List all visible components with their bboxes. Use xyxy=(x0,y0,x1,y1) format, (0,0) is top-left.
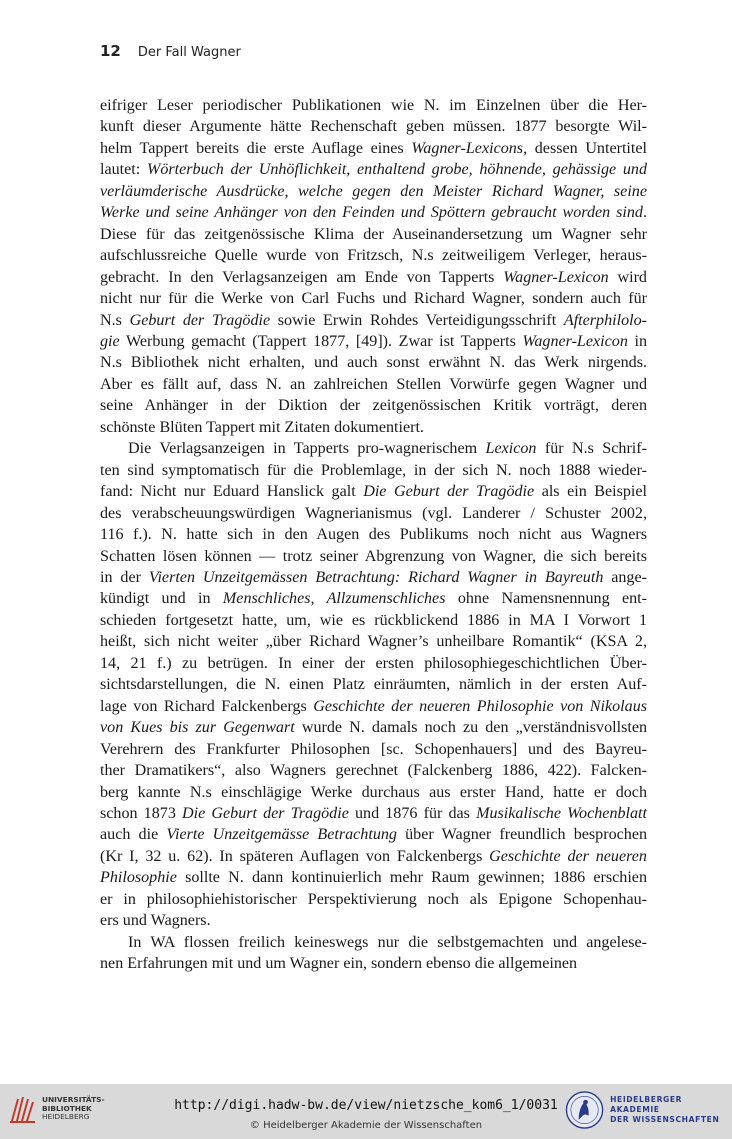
text-run: . xyxy=(642,204,647,222)
text-line xyxy=(100,417,647,438)
body-text xyxy=(100,95,647,975)
text-run: Die Verlagsanzeigen in Tapperts pro-wagnerischem xyxy=(128,440,486,458)
text-run: über Wagner freundlich besprochen xyxy=(396,826,648,844)
italic-title: verläumderische Ausdrücke, welche gegen den Meister Richard Wagner, seine xyxy=(100,182,647,200)
italic-title: Musikalische Wochenblatt xyxy=(476,804,647,822)
text-run: seine Anhänger in der Diktion der zeitgenössischen Kritik vorträgt, deren xyxy=(100,397,647,415)
text-line xyxy=(100,481,647,502)
text-line xyxy=(100,653,647,674)
text-run: als ein Beispiel xyxy=(534,483,648,501)
text-line xyxy=(100,267,647,288)
academy-name xyxy=(610,1095,732,1125)
text-line xyxy=(100,374,647,395)
text-run: Verehrern des Frankfurter Philosophen [sc. Schopenhauers] und des Bayreu- xyxy=(100,740,647,758)
text-run: nen Erfahrungen mit und um Wagner ein, sondern ebenso die allgemeinen xyxy=(100,955,578,973)
text-line xyxy=(100,696,647,717)
text-line xyxy=(100,352,647,373)
text-line xyxy=(100,910,647,931)
text-run: aufschlussreiche Quelle wurde von Fritzsch, N.s zeitweiligem Verleger, heraus- xyxy=(100,247,647,265)
italic-title: Wörterbuch der Unhöflichkeit, enthaltend grobe, höhnende, gehässige und xyxy=(146,161,647,179)
italic-title: Geburt der Tragödie xyxy=(129,311,271,329)
text-run: sollte N. dann kontinuierlich mehr Raum gewinnen; 1886 erschien xyxy=(176,869,647,887)
text-line xyxy=(100,782,647,803)
text-run: heißt, sich nicht weiter „über Richard Wagner’s unheilbare Romantik“ (KSA 2, xyxy=(100,633,647,651)
text-line xyxy=(100,846,647,867)
text-line xyxy=(100,310,647,331)
italic-title: gie xyxy=(100,332,120,350)
text-line xyxy=(100,181,647,202)
italic-title: Die Geburt der Tragödie xyxy=(182,804,349,822)
italic-title: Werke und seine Anhänger von den Feinden und Spöttern gebraucht worden sind xyxy=(100,204,643,222)
text-line xyxy=(100,438,647,459)
text-run: ten sind symptomatisch für die Problemlage, in der sich N. noch 1888 wieder- xyxy=(100,461,647,479)
text-run: kunft dieser Argumente hätte Rechenschaft geben müssen. 1877 besorgte Wil- xyxy=(100,118,647,136)
text-run: In WA flossen freilich keineswegs nur die selbstgemachten und angelese- xyxy=(128,933,647,951)
text-run: in xyxy=(627,332,647,350)
italic-title: Geschichte der neueren Philosophie von Nikolaus xyxy=(313,697,648,715)
paragraph-3 xyxy=(100,932,647,975)
text-run: N.s xyxy=(100,311,130,329)
text-run: , dessen Untertitel xyxy=(523,139,647,157)
text-run: Werbung gemacht (Tappert 1877, [49]). Zwar ist Tapperts xyxy=(119,332,523,350)
text-line xyxy=(100,546,647,567)
text-line xyxy=(100,288,647,309)
text-run: schieden fortgesetzt hatte, um, wie es rückblickend 1886 in MA I Vorwort 1 xyxy=(100,611,647,629)
text-line xyxy=(100,331,647,352)
italic-title: Vierten Unzeitgemässen Betrachtung: Richard Wagner in Bayreuth xyxy=(148,568,604,586)
text-line xyxy=(100,116,647,137)
academy-seal-icon xyxy=(565,1090,604,1130)
text-line xyxy=(100,395,647,416)
text-line xyxy=(100,803,647,824)
text-run: 116 f.). N. hatte sich in den Augen des Publikums noch nicht aus Wagners xyxy=(100,526,647,544)
paragraph-2 xyxy=(100,438,647,931)
italic-title: Geschichte der neueren xyxy=(489,847,647,865)
text-run: Aber es fällt auf, dass N. an zahlreichen Stellen Vorwürfe gegen Wagner und xyxy=(100,375,647,393)
text-run: schönste Blüten Tappert mit Zitaten dokumentiert. xyxy=(100,418,424,436)
text-run: wurde N. damals noch zu den „verständnisvollsten xyxy=(294,719,648,737)
text-run: Diese für das zeitgenössische Klima der Auseinandersetzung um Wagner sehr xyxy=(100,225,647,243)
text-line xyxy=(100,460,647,481)
text-line xyxy=(100,739,647,760)
text-line xyxy=(100,524,647,545)
text-line xyxy=(100,824,647,845)
text-run: ohne Namensnennung ent- xyxy=(445,590,647,608)
academy-logo[interactable] xyxy=(565,1090,732,1130)
library-name-line-2: BIBLIOTHEK xyxy=(42,1103,92,1113)
text-line xyxy=(100,138,647,159)
italic-title: Lexicon xyxy=(485,440,537,458)
text-run: nicht nur für die Werke von Carl Fuchs und Richard Wagner, sondern auch für xyxy=(100,290,647,308)
text-run: ther Dramatikers“, also Wagners gerechnet (Falckenberg 1886, 422). Falcken- xyxy=(100,762,647,780)
text-run: berg kannte N.s einschlägige Werke durchaus aus erster Hand, hatte er doch xyxy=(100,783,647,801)
text-line xyxy=(100,867,647,888)
text-run: fand: Nicht nur Eduard Hanslick galt xyxy=(100,483,364,501)
italic-title: von Kues bis zur Gegenwart xyxy=(100,719,295,737)
text-run: er in philosophiehistorischer Perspektivierung noch als Epigone Schopenhau- xyxy=(100,890,647,908)
text-line xyxy=(100,224,647,245)
text-line xyxy=(100,717,647,738)
text-run: wird xyxy=(608,268,647,286)
italic-title: Vierte Unzeitgemässe Betrachtung xyxy=(166,826,397,844)
italic-title: Afterphilolo- xyxy=(563,311,648,329)
italic-title: Menschliches, Allzumenschliches xyxy=(222,590,446,608)
text-line xyxy=(100,567,647,588)
text-run: eifriger Leser periodischer Publikationen wie N. im Einzelnen über die Her- xyxy=(100,97,647,114)
text-line xyxy=(100,610,647,631)
italic-title: Die Geburt der Tragödie xyxy=(363,483,535,501)
text-run: sowie Erwin Rohdes Verteidigungsschrift xyxy=(270,311,564,329)
text-line xyxy=(100,245,647,266)
text-run: und 1876 für das xyxy=(348,804,477,822)
italic-title: Philosophie xyxy=(100,869,177,887)
text-run: sichtsdarstellungen, die N. einen Platz einräumten, nämlich in der ersten Auf- xyxy=(100,676,647,694)
text-run: Schatten lösen können — trotz seiner Abgrenzung von Wagner, die sich bereits xyxy=(100,547,647,565)
text-run: gebracht. In den Verlagsanzeigen am Ende von Tapperts xyxy=(100,268,504,286)
library-name-line-3: HEIDELBERG xyxy=(42,1112,90,1122)
text-run: auch die xyxy=(100,826,167,844)
text-run: für N.s Schrif- xyxy=(536,440,647,458)
text-line xyxy=(100,95,647,116)
academy-name-line-2: DER WISSENSCHAFTEN xyxy=(610,1115,720,1124)
copyright-notice: © Heidelberger Akademie der Wissenschaften xyxy=(249,1120,483,1131)
text-line xyxy=(100,631,647,652)
text-line xyxy=(100,760,647,781)
italic-title: Wagner-Lexicon xyxy=(503,268,609,286)
text-run: helm Tappert bereits die erste Auflage eines xyxy=(100,139,412,157)
text-run: lautet: xyxy=(100,161,147,179)
paragraph-1 xyxy=(100,95,647,438)
text-run: des verabscheuungswürdigen Wagnerianismus (vgl. Landerer / Schuster 2002, xyxy=(100,504,647,522)
text-line xyxy=(100,503,647,524)
library-name-line-1: UNIVERSITÄTS- xyxy=(42,1095,105,1105)
text-run: 14, 21 f.) zu betrügen. In einer der ersten philosophiegeschichtlichen Über- xyxy=(100,654,647,672)
text-run: ange- xyxy=(603,568,647,586)
text-run: (Kr I, 32 u. 62). In späteren Auflagen von Falckenbergs xyxy=(100,847,490,865)
text-line xyxy=(100,674,647,695)
text-line xyxy=(100,953,647,974)
text-run: N.s Bibliothek nicht erhalten, und auch sonst erwähnt N. das Werk nirgends. xyxy=(100,354,647,372)
text-run: kündigt und in xyxy=(100,590,223,608)
text-line xyxy=(100,159,647,180)
text-line xyxy=(100,202,647,223)
text-run: in der xyxy=(100,568,149,586)
text-run: ers und Wagners. xyxy=(100,912,211,930)
source-url-link[interactable]: http://digi.hadw-bw.de/view/nietzsche_kom6_1/0031 xyxy=(174,1098,558,1113)
italic-title: Wagner-Lexicons xyxy=(411,139,524,157)
text-line xyxy=(100,932,647,953)
page-number: 12 xyxy=(100,42,121,60)
text-run: schon 1873 xyxy=(100,804,183,822)
running-title: Der Fall Wagner xyxy=(137,45,241,60)
running-header xyxy=(100,42,241,60)
footer-bar xyxy=(0,1084,732,1139)
italic-title: Wagner-Lexicon xyxy=(522,332,628,350)
text-line xyxy=(100,889,647,910)
text-run: lage von Richard Falckenbergs xyxy=(100,697,314,715)
academy-name-line-1: HEIDELBERGER AKADEMIE xyxy=(610,1095,683,1114)
text-line xyxy=(100,588,647,609)
